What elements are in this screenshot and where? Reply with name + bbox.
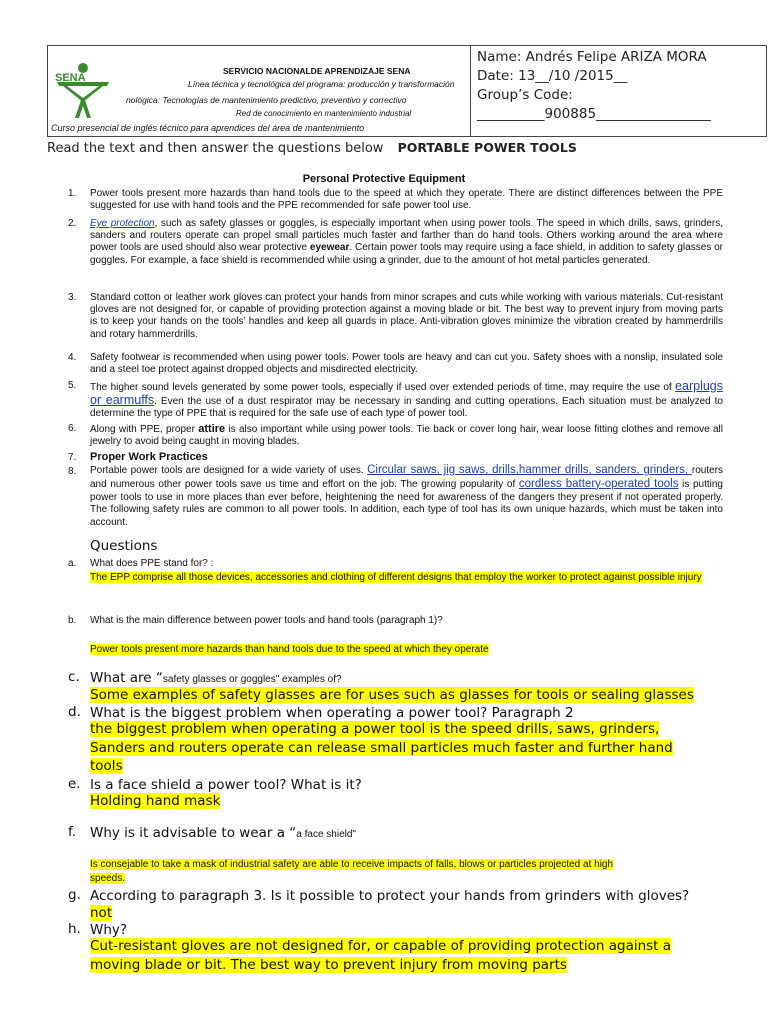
sena-logo-text: SENA (55, 72, 86, 84)
paragraph-8-text-b: routers and numerous other power tools save us time and effort on the job. The growing popularity of (90, 465, 724, 490)
answer-b (90, 643, 489, 657)
question-b: What is the main difference between power tools and hand tools (paragraph 1)? (90, 615, 443, 626)
paragraph-5-text-a: The higher sound levels generated by some power tools, especially if used over extended periods of time, may require the use of (90, 382, 676, 393)
paragraph-number: 1. (68, 188, 77, 199)
answer-e-text: Holding hand mask (90, 793, 221, 809)
header-line-4: Red de conocimiento en mantenimiento industrial (236, 109, 412, 118)
cordless-tools-link[interactable]: cordless battery-operated tools (518, 477, 679, 490)
header-institution-cell (48, 46, 471, 136)
paragraph-number: 7. (68, 452, 77, 463)
question-f-text-a: Why is it advisable to wear a “ (90, 825, 297, 841)
header-line-5: Curso presencial de inglés técnico para aprendices del área de mantenimiento (51, 123, 365, 133)
header-line-2: Línea técnica y tecnológica del programa: producción y transformación (188, 79, 455, 89)
answer-a-text: The EPP comprise all those devices, accessories and clothing of different designs that employ the worker to protect against possible injury (90, 572, 702, 583)
answer-h-line-1: Cut-resistant gloves are not designed for, or capable of providing protection against a (90, 938, 672, 954)
question-letter: c. (68, 669, 80, 685)
paragraph-number: 6. (68, 423, 77, 434)
answer-d-line-3: tools (90, 758, 123, 774)
header-line-3: nológica: Tecnologías de mantenimiento predictivo, preventivo y correctivo (126, 95, 407, 105)
sena-logo (53, 62, 113, 118)
question-letter: d. (68, 704, 81, 720)
subsection-heading: Proper Work Practices (90, 451, 208, 463)
paragraph-number: 5. (68, 380, 77, 391)
question-letter: e. (68, 776, 81, 792)
paragraph-2-text-b: . Certain power tools may require using a face shield, in addition to safety glasses or goggles. For example, a face shield is recommended while using a grinder, due to the amount of hot metal particles generated. (90, 242, 723, 266)
answer-d-line-1: the biggest problem when operating a power tool is the speed drills, saws, grinders, (90, 721, 660, 737)
question-f (90, 824, 356, 844)
question-h: Why? (90, 922, 128, 938)
paragraph-8-text-c: is putting power tools to use in more places than ever before, heightening the need for awareness of the dangers they present if not operated properly. The following safety rules are common to all power tools. In addition, each type of tool has its own unique hazards, which must be taken into account. (90, 478, 723, 529)
answer-g-text: not (90, 905, 113, 921)
paragraph-2-text-a: , such as safety glasses or goggles, is especially important when using power tools. The speed in which drills, saws, grinders, sanders and routers operate can propel small particles much faster and farther than do hand tools. Others working around the area where power tools are used should also wear protective (90, 218, 723, 254)
answer-a (90, 571, 720, 585)
answer-f-line-2: speeds. (90, 873, 126, 884)
paragraph-number: 2. (68, 218, 77, 229)
paragraph-number: 8. (68, 466, 77, 477)
paragraph-number: 4. (68, 352, 77, 363)
group-code-label: Group’s Code: (477, 87, 573, 103)
answer-d (90, 720, 673, 776)
student-name: Name: Andrés Felipe ARIZA MORA (477, 49, 707, 65)
paragraph-5-text-b: . Even the use of a dust respirator may be necessary in sanding and cutting operations. Each situation must be analyzed to determine the type of PPE that is required for the safe use of each type of power tool. (90, 396, 723, 420)
answer-h (90, 937, 671, 974)
answer-c-text: Some examples of safety glasses are for uses such as glasses for tools or sealing glasses (90, 687, 694, 703)
header-org-name: SERVICIO NACIONALDE APRENDIZAJE SENA (223, 66, 411, 76)
question-letter: a. (68, 558, 77, 569)
paragraph-1: Power tools present more hazards than hand tools due to the speed at which they operate. There are distinct differences between the PPE suggested for use with hand tools and the PPE recommended for safe power tool use. (90, 188, 723, 212)
power-tools-link[interactable]: Circular saws, jig saws, drills,hammer drills, sanders, grinders, (367, 464, 692, 476)
paragraph-6 (90, 423, 723, 448)
answer-f (90, 858, 613, 886)
paragraph-5 (90, 380, 723, 421)
paragraph-6-text-b: is also important while using power tools. Tie back or cover long hair, wear loose fitting clothes and remove all jewelry to avoid being caught in moving blades. (90, 424, 723, 448)
question-letter: g. (68, 887, 81, 903)
question-a: What does PPE stand for? : (90, 558, 214, 569)
question-e: Is a face shield a power tool? What is it? (90, 777, 362, 793)
answer-e (90, 792, 220, 811)
paragraph-4: Safety footwear is recommended when using power tools. Power tools are heavy and can cut you. Safety shoes with a nonslip, insulated sole and a steel toe protect against dropped objects and misdirected electricity. (90, 352, 723, 376)
instruction-line (47, 140, 577, 156)
question-g: According to paragraph 3. Is it possible to protect your hands from grinders with gloves? (90, 888, 690, 904)
section-title: Personal Protective Equipment (302, 173, 466, 185)
question-d: What is the biggest problem when operating a power tool? Paragraph 2 (90, 705, 574, 721)
group-code-value: __________900885_________________ (477, 106, 711, 122)
paragraph-2 (90, 218, 723, 267)
answer-c (90, 686, 694, 705)
question-c-text-b: safety glasses or goggles" examples of? (162, 674, 342, 685)
paragraph-8 (90, 464, 723, 530)
answer-d-line-2: Sanders and routers operate can release small particles much faster and further hand (90, 739, 673, 756)
question-letter: f. (68, 824, 77, 840)
answer-h-line-2: moving blade or bit. The best way to prevent injury from moving parts (90, 956, 567, 973)
attire-bold: attire (198, 423, 226, 435)
document-title: PORTABLE POWER TOOLS (397, 140, 577, 155)
answer-b-text: Power tools present more hazards than hand tools due to the speed at which they operate (90, 644, 489, 655)
eyewear-bold: eyewear (309, 242, 350, 254)
questions-heading: Questions (90, 538, 158, 554)
instruction-text: Read the text and then answer the questions below (47, 141, 384, 156)
question-c-text-a: What are “ (90, 670, 163, 686)
paragraph-number: 3. (68, 292, 77, 303)
question-letter: b. (68, 615, 77, 626)
paragraph-6-text-a: Along with PPE, proper (90, 424, 199, 435)
eye-protection-link[interactable]: Eye protection (90, 218, 155, 229)
question-f-text-b: a face shield" (296, 829, 356, 840)
question-letter: h. (68, 921, 81, 937)
answer-g (90, 904, 112, 923)
header-table (47, 45, 767, 137)
paragraph-3: Standard cotton or leather work gloves can protect your hands from minor scrapes and cuts while working with various materials. Cut-resistant gloves are not designed for, or capable of providing protection against a moving blade or bit. The best way to prevent injury from moving parts is to keep your hands on the tools' handles and keep all guards in place. Anti-vibration gloves minimize the vibration created by hammerdrills and rotary hammerdrills. (90, 292, 723, 340)
earplugs-link[interactable]: earplugs or earmuffs (90, 379, 723, 408)
paragraph-8-text-a: Portable power tools are designed for a wide variety of uses. (90, 465, 368, 476)
header-student-cell (471, 46, 766, 136)
answer-f-line-1: Is consejable to take a mask of industrial safety are able to receive impacts of falls, blows or particles projected at high (90, 859, 614, 870)
date-field: Date: 13__/10 /2015__ (477, 68, 628, 84)
